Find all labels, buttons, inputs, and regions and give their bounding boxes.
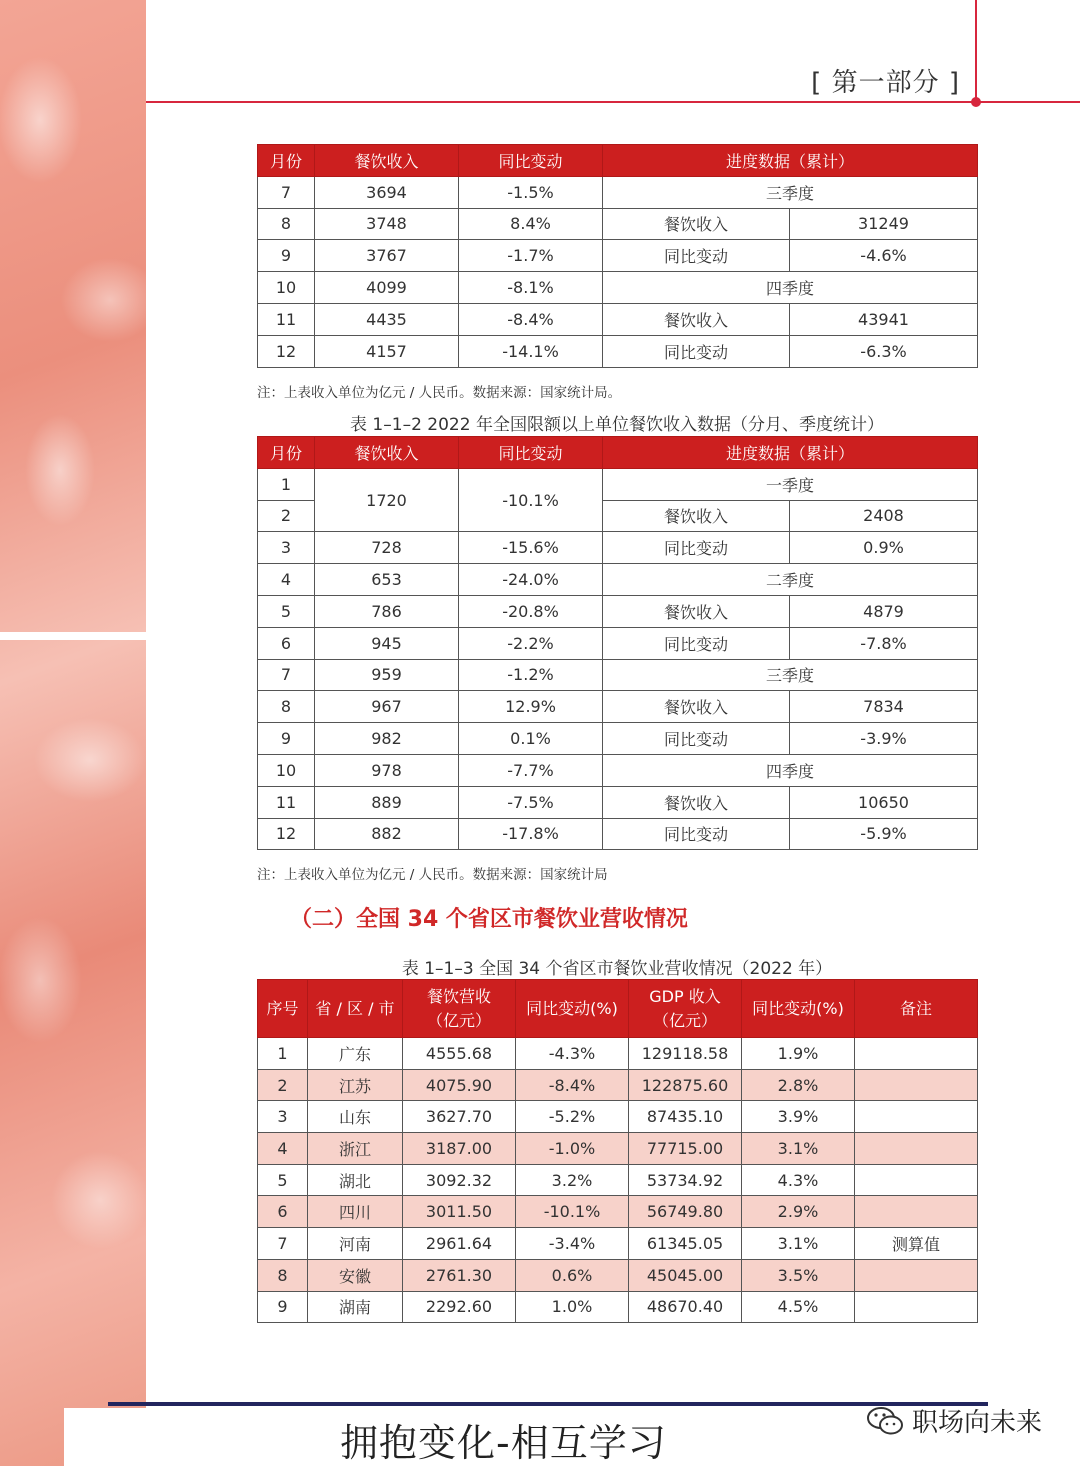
table-row bbox=[258, 1228, 978, 1260]
col-header: 进度数据（累计） bbox=[603, 145, 978, 177]
cell-revenue: 2961.64 bbox=[403, 1228, 516, 1260]
cell-revenue-yoy: -10.1% bbox=[516, 1196, 629, 1228]
cell-province: 湖南 bbox=[308, 1291, 403, 1323]
cell-province: 安徽 bbox=[308, 1259, 403, 1291]
cell-revenue: 3694 bbox=[315, 176, 459, 208]
col-header: 月份 bbox=[258, 145, 315, 177]
cell-yoy: -17.8% bbox=[459, 818, 603, 850]
cell-progress-value: 7834 bbox=[790, 691, 978, 723]
footer-brand-text: 职场向未来 bbox=[912, 1408, 1043, 1438]
table-row bbox=[258, 1291, 978, 1323]
cell-yoy: 12.9% bbox=[459, 691, 603, 723]
cell-province: 湖北 bbox=[308, 1164, 403, 1196]
cell-gdp-yoy: 2.8% bbox=[742, 1069, 855, 1101]
col-header: 餐饮收入 bbox=[315, 437, 459, 469]
cell-progress-label: 同比变动 bbox=[603, 723, 790, 755]
cell-revenue: 3627.70 bbox=[403, 1101, 516, 1133]
col-header: 月份 bbox=[258, 437, 315, 469]
cell-revenue: 889 bbox=[315, 786, 459, 818]
cell-index: 1 bbox=[258, 1038, 308, 1070]
table-row bbox=[258, 335, 978, 367]
col-header: 同比变动(%) bbox=[742, 980, 855, 1038]
cell-month: 11 bbox=[258, 786, 315, 818]
cell-month: 3 bbox=[258, 532, 315, 564]
cell-revenue-yoy: -5.2% bbox=[516, 1101, 629, 1133]
cell-gdp-yoy: 4.3% bbox=[742, 1164, 855, 1196]
cell-progress-label: 餐饮收入 bbox=[603, 691, 790, 723]
cell-progress-value: -3.9% bbox=[790, 723, 978, 755]
cell-index: 4 bbox=[258, 1133, 308, 1165]
cell-revenue: 4435 bbox=[315, 303, 459, 335]
cell-gdp: 48670.40 bbox=[629, 1291, 742, 1323]
cell-gdp: 53734.92 bbox=[629, 1164, 742, 1196]
cell-progress-value: -5.9% bbox=[790, 818, 978, 850]
cell-gdp: 61345.05 bbox=[629, 1228, 742, 1260]
cell-yoy: -8.1% bbox=[459, 272, 603, 304]
cell-province: 江苏 bbox=[308, 1069, 403, 1101]
cell-month: 9 bbox=[258, 240, 315, 272]
cell-month: 10 bbox=[258, 272, 315, 304]
cell-month: 8 bbox=[258, 691, 315, 723]
table-row bbox=[258, 595, 978, 627]
cell-month: 9 bbox=[258, 723, 315, 755]
cell-revenue-yoy: 3.2% bbox=[516, 1164, 629, 1196]
strip-divider bbox=[0, 632, 146, 640]
cell-index: 9 bbox=[258, 1291, 308, 1323]
cell-index: 2 bbox=[258, 1069, 308, 1101]
cell-progress-label: 同比变动 bbox=[603, 627, 790, 659]
cell-revenue-yoy: -3.4% bbox=[516, 1228, 629, 1260]
cell-yoy: -10.1% bbox=[459, 468, 603, 532]
footer-slogan: 拥抱变化-相互学习 bbox=[340, 1421, 667, 1465]
col-header: 同比变动 bbox=[459, 437, 603, 469]
col-header: GDP 收入 （亿元） bbox=[629, 980, 742, 1038]
cell-progress-value: -4.6% bbox=[790, 240, 978, 272]
cell-remark bbox=[855, 1069, 978, 1101]
cell-quarter: 四季度 bbox=[603, 754, 978, 786]
col-header: 餐饮收入 bbox=[315, 145, 459, 177]
col-header: 序号 bbox=[258, 980, 308, 1038]
cell-revenue-yoy: 1.0% bbox=[516, 1291, 629, 1323]
cell-progress-label: 餐饮收入 bbox=[603, 500, 790, 532]
cell-revenue: 4157 bbox=[315, 335, 459, 367]
cell-month: 7 bbox=[258, 659, 315, 691]
cell-month: 7 bbox=[258, 176, 315, 208]
cell-revenue: 4099 bbox=[315, 272, 459, 304]
header-dot bbox=[971, 97, 981, 107]
cell-revenue: 4075.90 bbox=[403, 1069, 516, 1101]
table1-note: 注：上表收入单位为亿元 / 人民币。数据来源：国家统计局。 bbox=[257, 385, 622, 401]
cell-remark bbox=[855, 1164, 978, 1196]
cell-index: 3 bbox=[258, 1101, 308, 1133]
cell-month: 12 bbox=[258, 335, 315, 367]
table2-caption: 表 1–1–2 2022 年全国限额以上单位餐饮收入数据（分月、季度统计） bbox=[350, 415, 884, 435]
col-header: 同比变动 bbox=[459, 145, 603, 177]
wechat-icon bbox=[866, 1406, 904, 1436]
cell-yoy: -20.8% bbox=[459, 595, 603, 627]
footer-brand bbox=[866, 1402, 1042, 1439]
cell-province: 浙江 bbox=[308, 1133, 403, 1165]
cell-yoy: -1.7% bbox=[459, 240, 603, 272]
table-row bbox=[258, 208, 978, 240]
cell-revenue-yoy: -1.0% bbox=[516, 1133, 629, 1165]
cell-revenue: 3187.00 bbox=[403, 1133, 516, 1165]
cell-remark bbox=[855, 1259, 978, 1291]
section-heading: （二）全国 34 个省区市餐饮业营收情况 bbox=[290, 907, 688, 932]
table-row bbox=[258, 468, 978, 500]
cell-yoy: -7.7% bbox=[459, 754, 603, 786]
cell-progress-value: 10650 bbox=[790, 786, 978, 818]
cell-yoy: -24.0% bbox=[459, 564, 603, 596]
cell-progress-label: 同比变动 bbox=[603, 818, 790, 850]
header-vertical-rule bbox=[975, 0, 977, 101]
cell-quarter: 一季度 bbox=[603, 468, 978, 500]
cell-index: 7 bbox=[258, 1228, 308, 1260]
cell-month: 4 bbox=[258, 564, 315, 596]
table-row bbox=[258, 1038, 978, 1070]
cell-revenue-yoy: -8.4% bbox=[516, 1069, 629, 1101]
cell-progress-label: 餐饮收入 bbox=[603, 786, 790, 818]
cell-yoy: 0.1% bbox=[459, 723, 603, 755]
table-row bbox=[258, 1259, 978, 1291]
cell-remark bbox=[855, 1196, 978, 1228]
table-header-row bbox=[258, 980, 978, 1038]
cell-revenue-yoy: -4.3% bbox=[516, 1038, 629, 1070]
cell-month: 5 bbox=[258, 595, 315, 627]
cell-index: 8 bbox=[258, 1259, 308, 1291]
table-row bbox=[258, 754, 978, 786]
cell-revenue: 786 bbox=[315, 595, 459, 627]
cell-gdp: 122875.60 bbox=[629, 1069, 742, 1101]
table-row bbox=[258, 272, 978, 304]
cell-month: 10 bbox=[258, 754, 315, 786]
section-label: [ 第一部分 ] bbox=[811, 68, 960, 98]
table-row bbox=[258, 786, 978, 818]
cell-gdp-yoy: 1.9% bbox=[742, 1038, 855, 1070]
cell-revenue: 3767 bbox=[315, 240, 459, 272]
cell-progress-value: 4879 bbox=[790, 595, 978, 627]
table-row bbox=[258, 1101, 978, 1133]
cell-revenue: 959 bbox=[315, 659, 459, 691]
cell-revenue: 945 bbox=[315, 627, 459, 659]
cell-yoy: -15.6% bbox=[459, 532, 603, 564]
cell-quarter: 三季度 bbox=[603, 659, 978, 691]
cell-revenue-yoy: 0.6% bbox=[516, 1259, 629, 1291]
cell-month: 12 bbox=[258, 818, 315, 850]
cell-gdp-yoy: 3.1% bbox=[742, 1133, 855, 1165]
cell-month: 2 bbox=[258, 500, 315, 532]
cell-gdp: 129118.58 bbox=[629, 1038, 742, 1070]
cell-revenue: 3011.50 bbox=[403, 1196, 516, 1228]
cell-gdp-yoy: 4.5% bbox=[742, 1291, 855, 1323]
cell-revenue: 653 bbox=[315, 564, 459, 596]
cell-progress-value: 0.9% bbox=[790, 532, 978, 564]
cell-gdp: 45045.00 bbox=[629, 1259, 742, 1291]
table-row bbox=[258, 627, 978, 659]
table-provinces bbox=[257, 979, 978, 1323]
table-row bbox=[258, 818, 978, 850]
cell-quarter: 二季度 bbox=[603, 564, 978, 596]
table-row bbox=[258, 691, 978, 723]
cell-gdp-yoy: 3.5% bbox=[742, 1259, 855, 1291]
cell-index: 6 bbox=[258, 1196, 308, 1228]
decorative-photo-strip bbox=[0, 0, 146, 1466]
footer-rule bbox=[108, 1402, 988, 1406]
table-row bbox=[258, 303, 978, 335]
cell-remark: 测算值 bbox=[855, 1228, 978, 1260]
cell-province: 广东 bbox=[308, 1038, 403, 1070]
col-header: 同比变动(%) bbox=[516, 980, 629, 1038]
cell-yoy: -1.2% bbox=[459, 659, 603, 691]
table-row bbox=[258, 240, 978, 272]
col-header: 备注 bbox=[855, 980, 978, 1038]
cell-progress-value: -7.8% bbox=[790, 627, 978, 659]
cell-revenue: 2292.60 bbox=[403, 1291, 516, 1323]
cell-revenue: 3748 bbox=[315, 208, 459, 240]
cell-revenue: 728 bbox=[315, 532, 459, 564]
cell-gdp: 87435.10 bbox=[629, 1101, 742, 1133]
cell-progress-value: 31249 bbox=[790, 208, 978, 240]
cell-progress-label: 餐饮收入 bbox=[603, 595, 790, 627]
cell-progress-label: 餐饮收入 bbox=[603, 208, 790, 240]
cell-revenue: 2761.30 bbox=[403, 1259, 516, 1291]
cell-revenue: 882 bbox=[315, 818, 459, 850]
cell-index: 5 bbox=[258, 1164, 308, 1196]
table-row bbox=[258, 1069, 978, 1101]
cell-revenue: 982 bbox=[315, 723, 459, 755]
table3-caption: 表 1–1–3 全国 34 个省区市餐饮业营收情况（2022 年） bbox=[401, 959, 833, 979]
cell-province: 山东 bbox=[308, 1101, 403, 1133]
table-header-row bbox=[258, 437, 978, 469]
cell-province: 四川 bbox=[308, 1196, 403, 1228]
table2-note: 注：上表收入单位为亿元 / 人民币。数据来源：国家统计局 bbox=[257, 867, 608, 883]
cell-remark bbox=[855, 1133, 978, 1165]
table-monthly-quarterly bbox=[257, 436, 978, 850]
table-row bbox=[258, 723, 978, 755]
cell-month: 8 bbox=[258, 208, 315, 240]
cell-progress-label: 餐饮收入 bbox=[603, 303, 790, 335]
cell-gdp: 56749.80 bbox=[629, 1196, 742, 1228]
cell-quarter: 四季度 bbox=[603, 272, 978, 304]
col-header: 餐饮营收 （亿元） bbox=[403, 980, 516, 1038]
cell-yoy: -1.5% bbox=[459, 176, 603, 208]
cell-progress-value: 2408 bbox=[790, 500, 978, 532]
cell-remark bbox=[855, 1038, 978, 1070]
cell-progress-label: 同比变动 bbox=[603, 240, 790, 272]
cell-revenue: 978 bbox=[315, 754, 459, 786]
cell-month: 1 bbox=[258, 468, 315, 500]
header-rule bbox=[146, 101, 1080, 103]
table-monthly-h2 bbox=[257, 144, 978, 368]
cell-yoy: -14.1% bbox=[459, 335, 603, 367]
cell-revenue: 4555.68 bbox=[403, 1038, 516, 1070]
cell-progress-label: 同比变动 bbox=[603, 532, 790, 564]
cell-gdp-yoy: 3.9% bbox=[742, 1101, 855, 1133]
cell-gdp-yoy: 2.9% bbox=[742, 1196, 855, 1228]
cell-yoy: -2.2% bbox=[459, 627, 603, 659]
table-row bbox=[258, 564, 978, 596]
cell-month: 11 bbox=[258, 303, 315, 335]
cell-quarter: 三季度 bbox=[603, 176, 978, 208]
cell-revenue: 3092.32 bbox=[403, 1164, 516, 1196]
table-row bbox=[258, 1164, 978, 1196]
cell-progress-value: -6.3% bbox=[790, 335, 978, 367]
cell-month: 6 bbox=[258, 627, 315, 659]
cell-gdp-yoy: 3.1% bbox=[742, 1228, 855, 1260]
table-row bbox=[258, 1133, 978, 1165]
cell-yoy: -8.4% bbox=[459, 303, 603, 335]
col-header: 进度数据（累计） bbox=[603, 437, 978, 469]
table-header-row bbox=[258, 145, 978, 177]
cell-progress-label: 同比变动 bbox=[603, 335, 790, 367]
cell-remark bbox=[855, 1291, 978, 1323]
cell-yoy: -7.5% bbox=[459, 786, 603, 818]
cell-revenue: 967 bbox=[315, 691, 459, 723]
col-header: 省 / 区 / 市 bbox=[308, 980, 403, 1038]
cell-gdp: 77715.00 bbox=[629, 1133, 742, 1165]
table-row bbox=[258, 532, 978, 564]
cell-revenue: 1720 bbox=[315, 468, 459, 532]
cell-province: 河南 bbox=[308, 1228, 403, 1260]
cell-yoy: 8.4% bbox=[459, 208, 603, 240]
table-row bbox=[258, 176, 978, 208]
table-row bbox=[258, 1196, 978, 1228]
table-row bbox=[258, 659, 978, 691]
cell-progress-value: 43941 bbox=[790, 303, 978, 335]
cell-remark bbox=[855, 1101, 978, 1133]
